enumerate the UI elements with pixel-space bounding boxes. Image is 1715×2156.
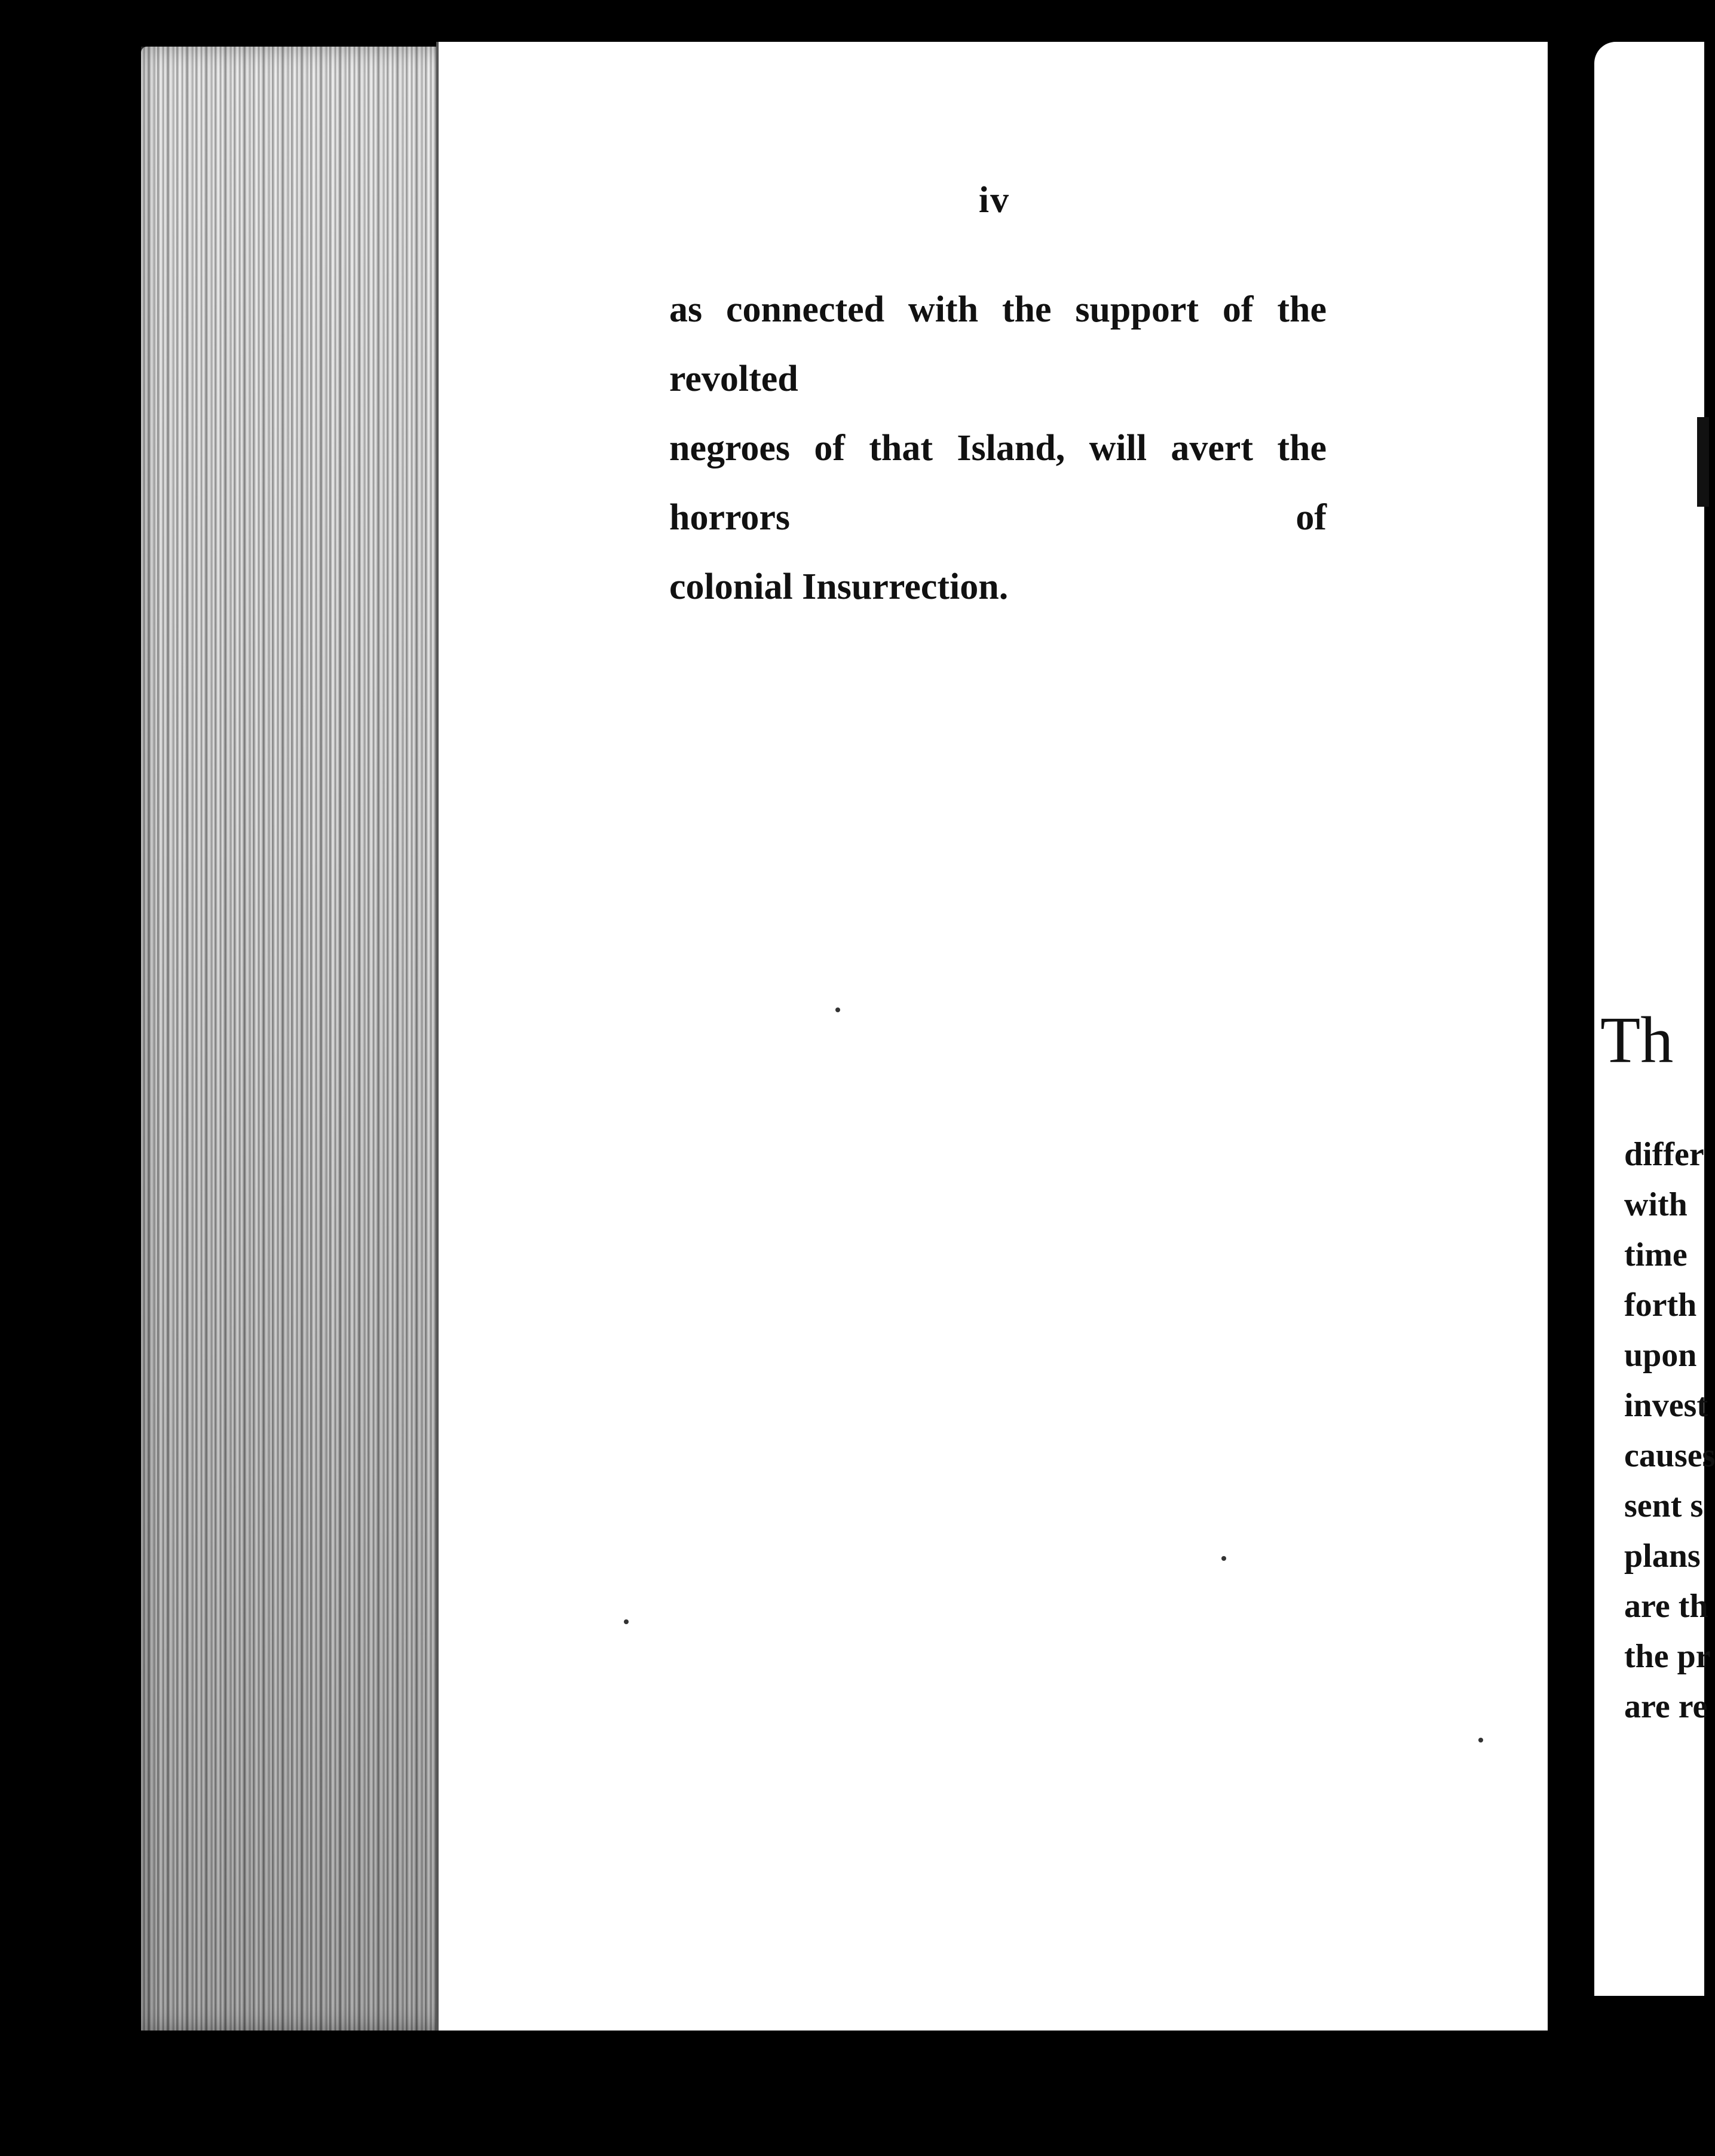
cropped-line-1: differ [1624,1136,1704,1173]
cropped-line-8: sent s [1624,1487,1704,1524]
cropped-line-7: causes [1624,1437,1715,1474]
text-line-1: as connected with the support of the revolted [669,289,1327,399]
cropped-line-6: invest [1624,1387,1708,1424]
cropped-line-11: the pr [1624,1638,1711,1675]
book-gutter [1548,36,1594,2032]
cropped-text-column [1624,1129,1715,1732]
cropped-line-9: plans [1624,1538,1701,1575]
cropped-line-4: forth [1624,1287,1697,1324]
text-line-2: negroes of that Island, will avert the horrors of [669,428,1327,538]
cropped-line-2: with [1624,1186,1688,1223]
text-line-3: colonial Insurrection. [669,566,1009,607]
page-body-text [669,275,1327,621]
cropped-dropcap-text: Th [1600,1003,1674,1076]
dust-speck [835,1007,840,1012]
dust-speck [1221,1556,1226,1561]
cropped-line-10: are th [1624,1588,1708,1625]
cropped-line-5: upon [1624,1337,1697,1374]
book-page-edges [141,47,468,2031]
page-number: iv [978,180,1010,220]
cropped-heading-letter [1697,417,1709,507]
page-edges-shading [141,47,468,2031]
dust-speck [1478,1738,1483,1742]
left-page [436,42,1550,2031]
dust-speck [624,1619,629,1624]
cropped-line-12: are re [1624,1688,1708,1725]
right-page-partial [1594,42,1715,1996]
cropped-line-3: time [1624,1236,1688,1273]
